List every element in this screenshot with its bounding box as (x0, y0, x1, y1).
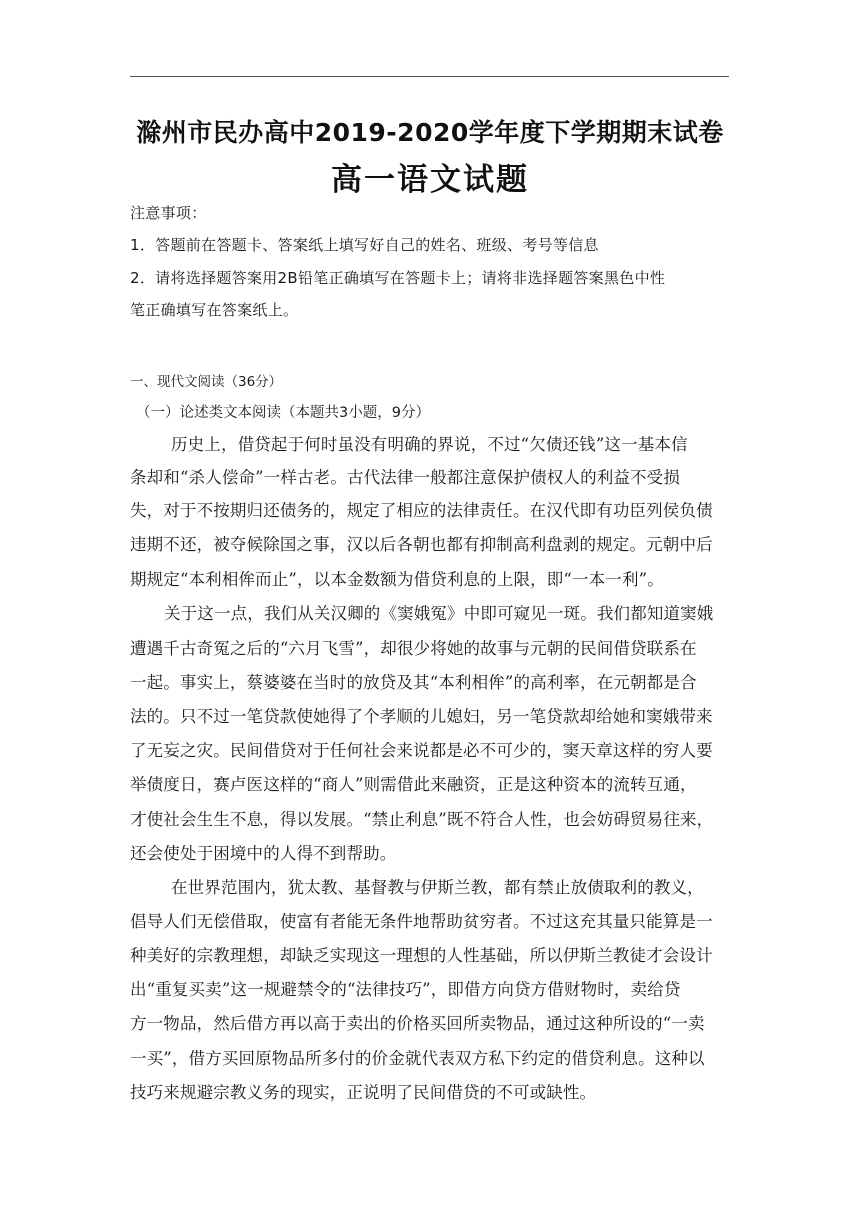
paragraph-2-line-7: 才使社会生生不息，得以发展。“禁止利息”既不符合人性，也会妨碍贸易往来， (130, 810, 714, 829)
subsection-heading: （一）论述类文本阅读（本题共3小题，9分） (136, 405, 430, 421)
notice-item-2-line-1: 2．请将选择题答案用2B铅笔正确填写在答题卡上；请将非选择题答案黑色中性 (130, 269, 666, 287)
paragraph-1-line-3: 失，对于不按期归还债务的，规定了相应的法律责任。在汉代即有功臣列侯负债 (130, 501, 713, 520)
paragraph-2-line-5: 了无妄之灾。民间借贷对于任何社会来说都是必不可少的，窦天章这样的穷人要 (130, 741, 713, 760)
paragraph-3-line-3: 种美好的宗教理想，却缺乏实现这一理想的人性基础，所以伊斯兰教徒才会设计 (130, 946, 713, 965)
paragraph-3-line-2: 倡导人们无偿借取，使富有者能无条件地帮助贫穷者。不过这充其量只能算是一 (130, 912, 713, 931)
paragraph-3-line-1: 在世界范围内，犹太教、基督教与伊斯兰教，都有禁止放债取利的教义， (171, 878, 704, 897)
paragraph-3-line-5: 方一物品，然后借方再以高于卖出的价格买回所卖物品，通过这种所设的“一卖 (130, 1014, 705, 1033)
paragraph-2-line-2: 遭遇千古奇冤之后的“六月飞雪”，却很少将她的故事与元朝的民间借贷联系在 (130, 639, 697, 658)
paragraph-1-line-5: 期规定“本利相侔而止”，以本金数额为借贷利息的上限，即“一本一利”。 (130, 570, 664, 589)
paragraph-3-line-4: 出“重复买卖”这一规避禁令的“法律技巧”，即借方向贷方借财物时，卖给贷 (130, 980, 681, 999)
paragraph-2-line-8: 还会使处于困境中的人得不到帮助。 (130, 844, 397, 863)
exam-subtitle: 高一语文试题 (331, 162, 529, 198)
paragraph-2-line-4: 法的。只不过一笔贷款使她得了个孝顺的儿媳妇，另一笔贷款却给她和窦娥带来 (130, 707, 713, 726)
paragraph-1-line-1: 历史上，借贷起于何时虽没有明确的界说，不过“欠债还钱”这一基本信 (171, 435, 688, 454)
notice-item-1: 1．答题前在答题卡、答案纸上填写好自己的姓名、班级、考号等信息 (130, 236, 599, 254)
paragraph-3-line-6: 一买”，借方买回原物品所多付的价金就代表双方私下约定的借贷利息。这种以 (130, 1049, 705, 1068)
paragraph-2-line-3: 一起。事实上，蔡婆婆在当时的放贷及其“本利相侔”的高利率，在元朝都是合 (130, 673, 697, 692)
paragraph-3-line-7: 技巧来规避宗教义务的现实，正说明了民间借贷的不可或缺性。 (130, 1083, 597, 1102)
header-rule (130, 76, 729, 77)
notice-item-2-line-2: 笔正确填写在答案纸上。 (130, 301, 299, 319)
paragraph-2-line-1: 关于这一点，我们从关汉卿的《窦娥冤》中即可窥见一斑。我们都知道窦娥 (164, 604, 714, 623)
paragraph-2-line-6: 举债度日，赛卢医这样的“商人”则需借此来融资，正是这种资本的流转互通， (130, 775, 697, 794)
paragraph-1-line-4: 违期不还，被夺候除国之事，汉以后各朝也都有抑制高利盘剥的规定。元朝中后 (130, 535, 713, 554)
exam-title: 滁州市民办高中2019-2020学年度下学期期末试卷 (136, 118, 724, 147)
paragraph-1-line-2: 条却和“杀人偿命”一样古老。古代法律一般都注意保护债权人的利益不受损 (130, 468, 680, 487)
section-heading: 一、现代文阅读（36分） (130, 374, 283, 390)
notice-heading: 注意事项： (130, 204, 207, 222)
